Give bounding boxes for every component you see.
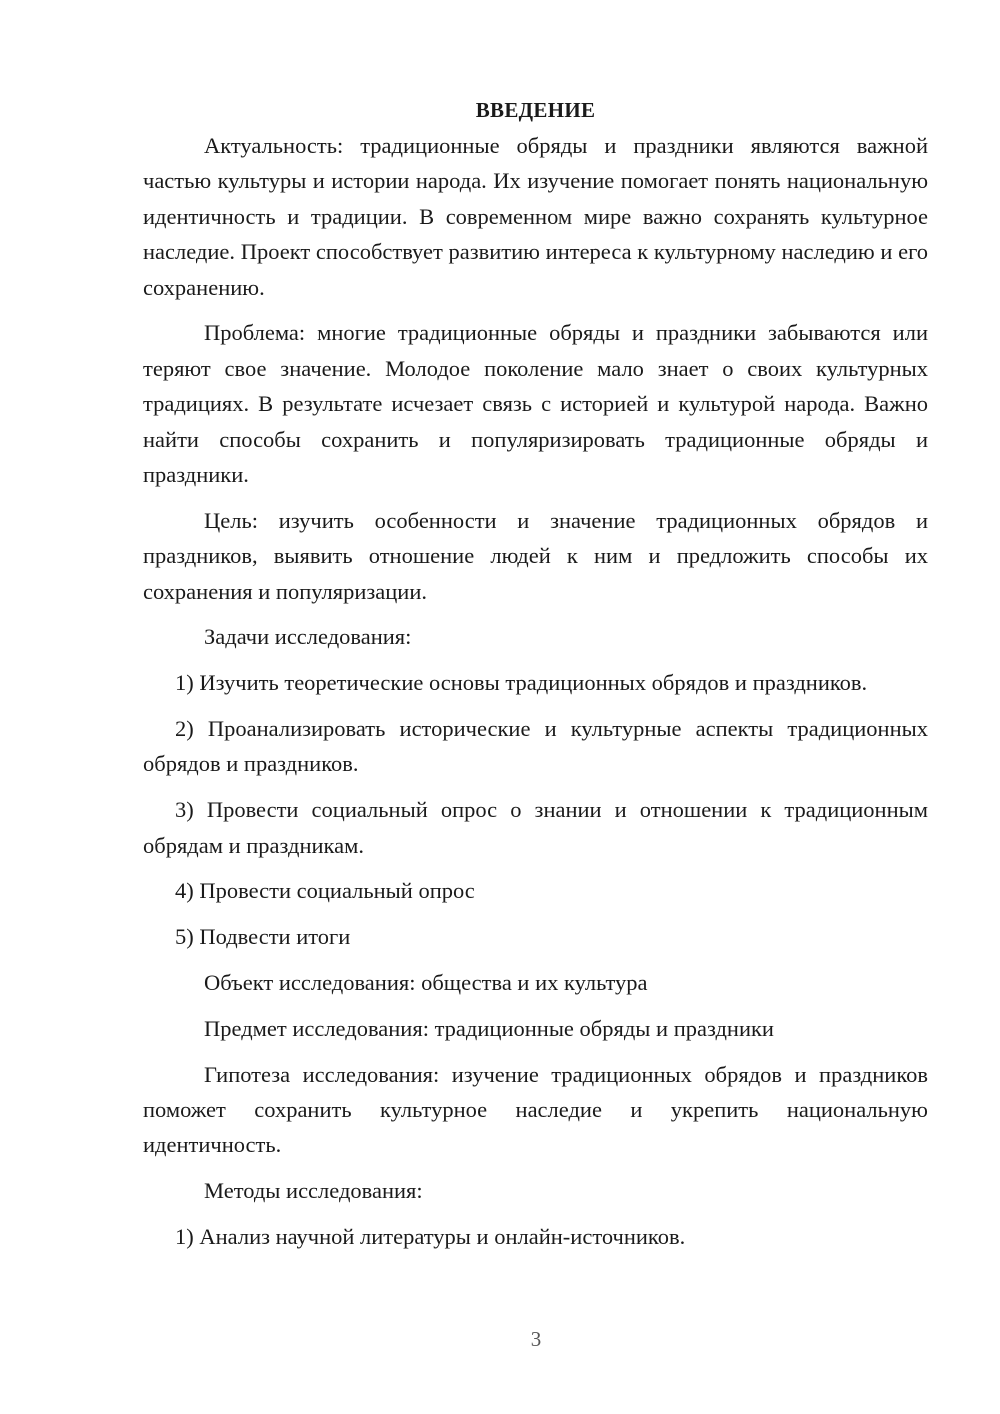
tasks-heading: Задачи исследования: <box>204 624 412 650</box>
task-item-2: 2) Проанализировать исторические и культурные аспекты традиционных обрядов и праздников. <box>143 716 928 777</box>
relevance-paragraph: Актуальность: традиционные обряды и праздники являются важной частью культуры и истории народа. Их изучение помогает понять национальную идентичность и традиции. В современном мире важно сохранять культурное наследие. Проект способствует развитию интереса к культурному наследию и его сохранению. <box>143 133 928 300</box>
task-item-1: 1) Изучить теоретические основы традиционных обрядов и праздников. <box>175 670 868 696</box>
task-item-5: 5) Подвести итоги <box>175 924 351 950</box>
goal-paragraph: Цель: изучить особенности и значение традиционных обрядов и праздников, выявить отношение людей к ним и предложить способы их сохранения и популяризации. <box>143 507 928 604</box>
methods-heading: Методы исследования: <box>204 1178 423 1204</box>
page-title: ВВЕДЕНИЕ <box>475 98 596 122</box>
method-item-1: 1) Анализ научной литературы и онлайн-источников. <box>175 1224 686 1250</box>
problem-paragraph: Проблема: многие традиционные обряды и праздники забываются или теряют свое значение. Молодое поколение мало знает о своих культурных традициях. В результате исчезает связь с историей и культурой народа. Важно найти способы сохранить и популяризировать традиционные обряды и праздники. <box>143 320 928 488</box>
hypothesis-paragraph: Гипотеза исследования: изучение традиционных обрядов и праздников поможет сохранить культурное наследие и укрепить национальную идентичность. <box>143 1061 928 1158</box>
page-number: 3 <box>530 1327 542 1351</box>
subject-paragraph: Предмет исследования: традиционные обряды и праздники <box>204 1015 774 1041</box>
object-paragraph: Объект исследования: общества и их культура <box>204 970 648 996</box>
document-page <box>143 92 928 1265</box>
task-item-3: 3) Провести социальный опрос о знании и отношении к традиционным обрядам и праздникам. <box>143 797 928 858</box>
task-item-4: 4) Провести социальный опрос <box>175 878 475 904</box>
